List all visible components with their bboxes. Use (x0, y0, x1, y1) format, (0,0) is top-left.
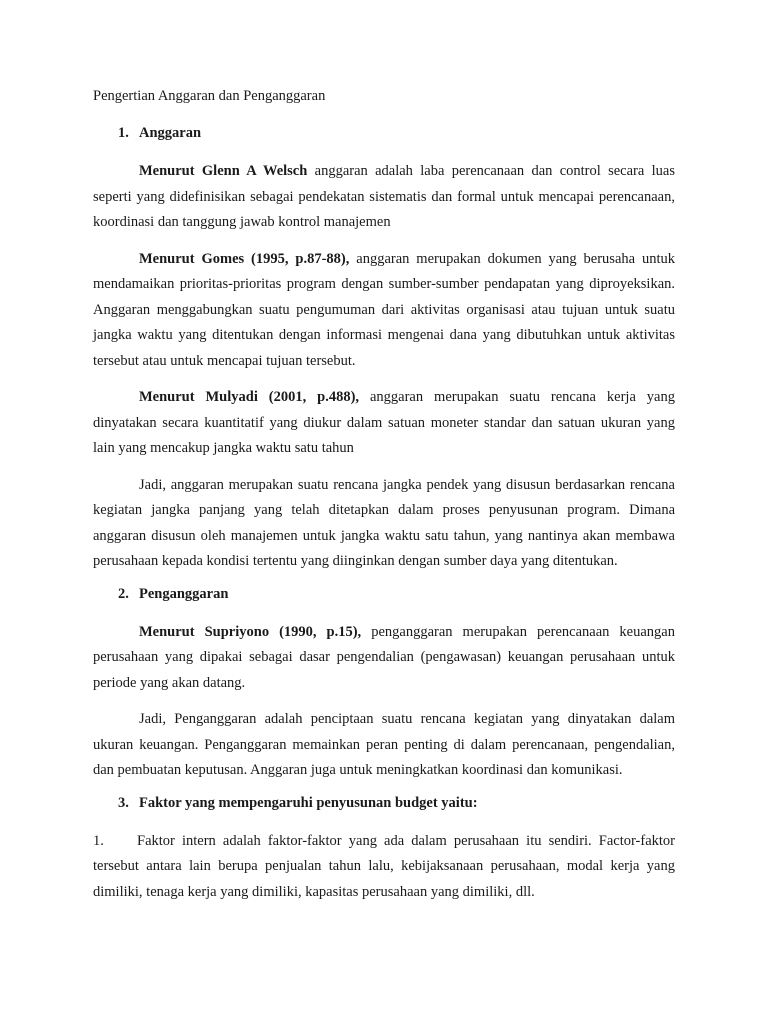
section-title: Faktor yang mempengaruhi penyusunan budget yaitu: (139, 794, 478, 811)
list-item-text: Faktor intern adalah faktor-faktor yang ada dalam perusahaan itu sendiri. Factor-faktor tersebut antara lain berupa penjualan tahun lalu, kebijaksanaan perusahaan, modal kerja yang dimiliki, tenaga kerja yang dimiliki, kapasitas perusahaan yang dimiliki, dll. (93, 832, 675, 900)
section-heading-penganggaran (118, 586, 675, 603)
paragraph-welsch (93, 159, 675, 236)
paragraph-text: Jadi, anggaran merupakan suatu rencana jangka pendek yang disusun berdasarkan rencana kegiatan jangka panjang yang telah ditetapkan dalam proses penyusunan program. Dimana anggaran disusun oleh manajemen untuk jangka waktu satu tahun, yang nantinya akan membawa perusahaan kepada kondisi tertentu yang diinginkan dengan sumber daya yang ditentukan. (93, 476, 675, 569)
section-number: 1. (118, 125, 129, 141)
paragraph-lead: Menurut Supriyono (1990, p.15), (139, 623, 362, 640)
paragraph-text: anggaran merupakan dokumen yang berusaha untuk mendamaikan prioritas-prioritas program dengan sumber-sumber pendapatan yang diproyeksikan. Anggaran menggabungkan suatu pengumuman dari aktivitas organisasi atau tujuan untuk suatu jangka waktu yang ditentukan dengan informasi mengenai dana yang dibutuhkan untuk aktivitas tersebut atau untuk mencapai tujuan tersebut. (93, 250, 675, 369)
section-title: Anggaran (139, 125, 202, 141)
list-item-faktor-intern (93, 829, 675, 906)
list-item-number: 1. (93, 832, 104, 849)
section-title: Penganggaran (139, 585, 229, 602)
section-number: 2. (118, 585, 129, 602)
paragraph-mulyadi (93, 385, 675, 462)
section-heading-faktor (118, 795, 675, 812)
paragraph-text: penganggaran merupakan perencanaan keuangan perusahaan yang dipakai sebagai dasar pengendalian (pengawasan) keuangan perusahaan untuk periode yang akan datang. (93, 623, 675, 691)
paragraph-text: Jadi, Penganggaran adalah penciptaan suatu rencana kegiatan yang dinyatakan dalam ukuran keuangan. Penganggaran memainkan peran penting di dalam perencanaan, pengendalian, dan pembuatan keputusan. Anggaran juga untuk meningkatkan koordinasi dan komunikasi. (93, 711, 675, 778)
paragraph-penganggaran-summary (93, 707, 675, 784)
paragraph-text: anggaran adalah laba perencanaan dan control secara luas seperti yang didefinisikan sebagai pendekatan sistematis dan formal untuk mencapai perencanaan, koordinasi dan tanggung jawab kontrol manajemen (93, 163, 675, 230)
paragraph-lead: Menurut Mulyadi (2001, p.488), (139, 389, 360, 405)
paragraph-text: anggaran merupakan suatu rencana kerja yang dinyatakan secara kuantitatif yang diukur dalam satuan moneter standar dan satuan ukuran yang lain yang mencakup jangka waktu satu tahun (93, 389, 675, 456)
section-heading-anggaran (118, 125, 675, 142)
paragraph-gomes (93, 247, 675, 375)
paragraph-lead: Menurut Gomes (1995, p.87-88), (139, 250, 350, 267)
section-number: 3. (118, 794, 129, 811)
paragraph-anggaran-summary (93, 473, 675, 575)
paragraph-lead: Menurut Glenn A Welsch (139, 163, 308, 179)
paragraph-supriyono (93, 620, 675, 697)
document-title: Pengertian Anggaran dan Penganggaran (93, 88, 326, 104)
